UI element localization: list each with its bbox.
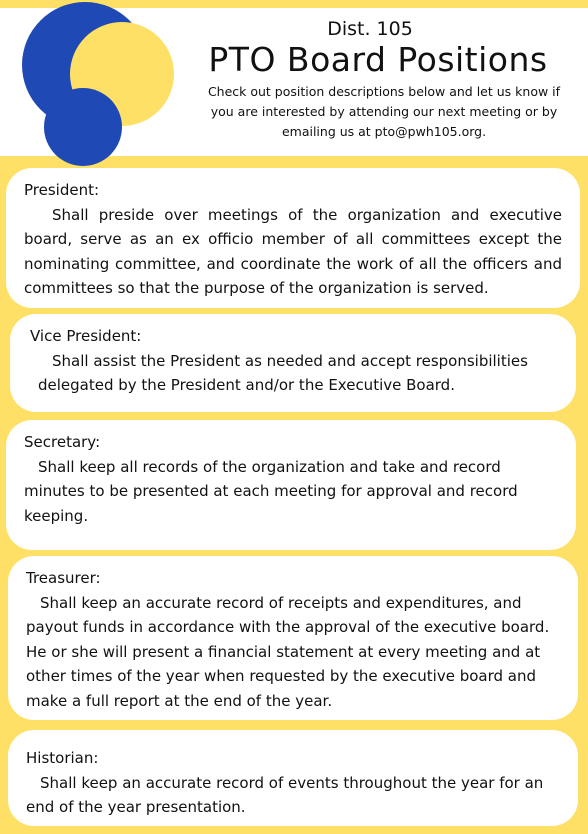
position-card-secretary	[6, 420, 576, 550]
intro-text: Check out position descriptions below and let us know if you are interested by attending our next meeting or by emailing us at pto@pwh105.org.	[207, 84, 561, 139]
district-label: Dist. 105	[327, 18, 413, 40]
position-title: President:	[24, 181, 100, 199]
position-description: Shall keep an accurate record of receipts and expenditures, and payout funds in accordance with the approval of the executive board. He or she will present a financial statement at every meeting and at other times of the year when requested by the executive board and make a full report at the end of the year.	[26, 593, 550, 710]
position-card-treasurer	[8, 556, 578, 720]
position-description: Shall assist the President as needed and accept responsibilities delegated by the President and/or the Executive Board.	[38, 351, 528, 394]
position-card-historian	[8, 730, 578, 826]
page-title: PTO Board Positions	[208, 40, 548, 79]
position-title: Treasurer:	[26, 569, 101, 587]
position-title: Secretary:	[24, 433, 101, 451]
position-title: Historian:	[26, 749, 99, 767]
position-description: Shall keep an accurate record of events throughout the year for an end of the year presentation.	[26, 773, 544, 816]
position-title: Vice President:	[30, 327, 142, 345]
decorative-small-blue-circle	[44, 88, 122, 166]
position-card-vice-president	[10, 314, 576, 412]
position-description: Shall preside over meetings of the organization and executive board, serve as an ex officio member of all committees except the nominating committee, and coordinate the work of all the officers and committees so that the purpose of the organization is served.	[24, 205, 562, 297]
position-description: Shall keep all records of the organization and take and record minutes to be presented at each meeting for approval and record keeping.	[24, 457, 518, 525]
position-card-president	[6, 168, 580, 308]
